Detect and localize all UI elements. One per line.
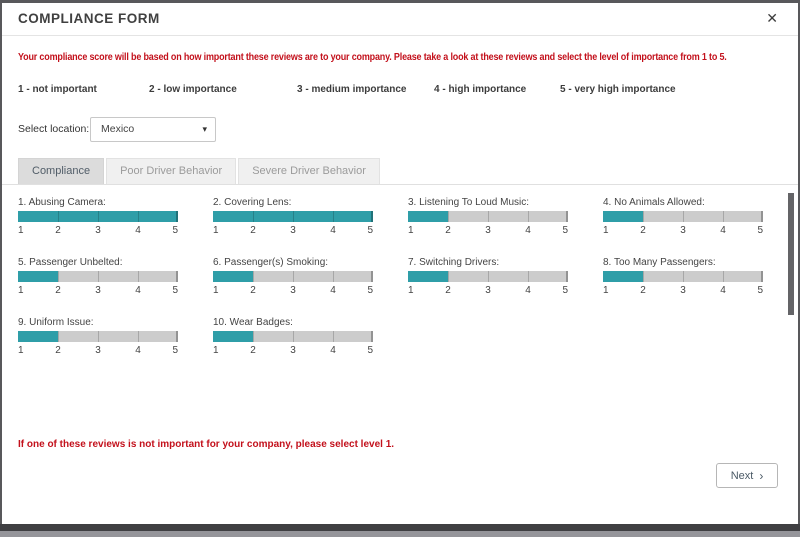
slider-fill (603, 271, 643, 282)
slider-label: 10. Wear Badges: (213, 317, 293, 328)
slider-tick (176, 211, 178, 222)
importance-slider[interactable] (603, 211, 763, 222)
slider-cell (213, 317, 373, 358)
slider-tick (58, 211, 59, 222)
slider-tick (253, 211, 254, 222)
instruction-text: Your compliance score will be based on how important these reviews are to your company. Please take a look at these reviews and select the level of importance from 1 to 5. (18, 52, 727, 63)
scale-number: 2 (55, 225, 61, 236)
legend-item: 5 - very high importance (560, 84, 676, 95)
slider-scale (213, 224, 373, 238)
scale-number: 1 (213, 225, 219, 236)
scale-number: 2 (445, 285, 451, 296)
scale-number: 1 (603, 285, 609, 296)
scale-number: 1 (18, 225, 24, 236)
slider-label: 7. Switching Drivers: (408, 257, 500, 268)
slider-tick (253, 271, 254, 282)
slider-tick (448, 211, 449, 222)
slider-tick (293, 271, 294, 282)
slider-tick (566, 211, 568, 222)
scale-number: 3 (95, 285, 101, 296)
slider-tick (528, 211, 529, 222)
legend-item: 1 - not important (18, 84, 97, 95)
scale-number: 3 (680, 285, 686, 296)
slider-tick (683, 211, 684, 222)
scale-number: 2 (55, 345, 61, 356)
scale-number: 2 (640, 225, 646, 236)
scale-number: 1 (18, 345, 24, 356)
slider-tick (333, 271, 334, 282)
slider-scale (603, 284, 763, 298)
slider-label: 2. Covering Lens: (213, 197, 292, 208)
slider-scale (213, 344, 373, 358)
slider-tick (761, 271, 763, 282)
slider-cell (213, 197, 373, 238)
slider-cell (18, 197, 178, 238)
tab-bar (18, 158, 380, 184)
scale-number: 5 (367, 285, 373, 296)
close-icon[interactable]: ✕ (766, 10, 778, 26)
slider-tick (138, 211, 139, 222)
slider-tick (333, 211, 334, 222)
slider-tick (371, 331, 373, 342)
scale-number: 5 (367, 225, 373, 236)
slider-tick (723, 211, 724, 222)
slider-label: 8. Too Many Passengers: (603, 257, 716, 268)
dialog-header (2, 3, 798, 36)
scale-number: 2 (250, 225, 256, 236)
slider-tick (488, 271, 489, 282)
slider-tick (371, 211, 373, 222)
slider-tick (293, 211, 294, 222)
tab-separator (2, 184, 798, 185)
slider-cell (408, 257, 568, 298)
scrollbar-thumb[interactable] (788, 193, 794, 315)
scale-number: 2 (250, 345, 256, 356)
scale-number: 4 (135, 225, 141, 236)
slider-scale (603, 224, 763, 238)
scale-number: 5 (172, 345, 178, 356)
slider-cell (603, 257, 763, 298)
select-location-label: Select location: (18, 123, 90, 135)
slider-label: 5. Passenger Unbelted: (18, 257, 123, 268)
scale-number: 3 (290, 345, 296, 356)
slider-tick (98, 211, 99, 222)
next-button-label: Next (730, 469, 754, 482)
importance-slider[interactable] (18, 271, 178, 282)
slider-tick (448, 271, 449, 282)
scale-number: 4 (135, 285, 141, 296)
slider-tick (723, 271, 724, 282)
scale-number: 4 (525, 225, 531, 236)
scale-number: 5 (367, 345, 373, 356)
scale-number: 2 (640, 285, 646, 296)
slider-tick (683, 271, 684, 282)
scale-number: 3 (290, 285, 296, 296)
slider-tick (643, 211, 644, 222)
slider-fill (213, 271, 253, 282)
slider-tick (566, 271, 568, 282)
slider-tick (761, 211, 763, 222)
scale-number: 2 (250, 285, 256, 296)
slider-tick (98, 271, 99, 282)
importance-legend (18, 84, 676, 95)
importance-slider[interactable] (213, 331, 373, 342)
tab-severe-driver-behavior[interactable]: Severe Driver Behavior (238, 158, 380, 184)
scale-number: 1 (213, 345, 219, 356)
slider-tick (528, 271, 529, 282)
scale-number: 4 (720, 285, 726, 296)
slider-cell (603, 197, 763, 238)
scale-number: 5 (172, 225, 178, 236)
location-dropdown[interactable] (90, 117, 216, 142)
slider-scale (408, 224, 568, 238)
slider-tick (176, 331, 178, 342)
slider-cell (213, 257, 373, 298)
slider-tick (488, 211, 489, 222)
scale-number: 3 (485, 285, 491, 296)
slider-fill (408, 271, 448, 282)
slider-tick (293, 331, 294, 342)
dialog-title: COMPLIANCE FORM (18, 11, 160, 26)
slider-tick (138, 331, 139, 342)
slider-cell (408, 197, 568, 238)
slider-tick (58, 271, 59, 282)
window-bottom-edge (0, 524, 800, 531)
scale-number: 4 (330, 225, 336, 236)
scale-number: 3 (485, 225, 491, 236)
scale-number: 3 (95, 345, 101, 356)
scale-number: 3 (95, 225, 101, 236)
tab-compliance[interactable]: Compliance (18, 158, 104, 184)
scale-number: 4 (330, 345, 336, 356)
footer-note: If one of these reviews is not important for your company, please select level 1. (18, 439, 395, 450)
slider-cell (18, 257, 178, 298)
tab-poor-driver-behavior[interactable]: Poor Driver Behavior (106, 158, 236, 184)
scale-number: 1 (408, 285, 414, 296)
scale-number: 4 (720, 225, 726, 236)
slider-scale (408, 284, 568, 298)
scale-number: 5 (172, 285, 178, 296)
scale-number: 5 (757, 225, 763, 236)
importance-slider[interactable] (213, 211, 373, 222)
slider-fill (18, 331, 58, 342)
legend-item: 4 - high importance (434, 84, 527, 95)
slider-scale (18, 344, 178, 358)
slider-scale (18, 224, 178, 238)
window-bottom-shadow (0, 531, 800, 537)
scale-number: 1 (18, 285, 24, 296)
slider-label: 6. Passenger(s) Smoking: (213, 257, 329, 268)
slider-scale (18, 284, 178, 298)
scale-number: 4 (525, 285, 531, 296)
scale-number: 5 (562, 225, 568, 236)
slider-label: 3. Listening To Loud Music: (408, 197, 530, 208)
scale-number: 2 (55, 285, 61, 296)
location-dropdown-value: Mexico (101, 123, 135, 135)
scale-number: 4 (135, 345, 141, 356)
scale-number: 5 (562, 285, 568, 296)
scale-number: 3 (680, 225, 686, 236)
slider-fill (213, 331, 253, 342)
slider-tick (333, 331, 334, 342)
slider-tick (371, 271, 373, 282)
importance-slider[interactable] (408, 211, 568, 222)
slider-tick (138, 271, 139, 282)
slider-fill (408, 211, 448, 222)
slider-scale (213, 284, 373, 298)
slider-fill (603, 211, 643, 222)
importance-slider[interactable] (18, 331, 178, 342)
location-row (18, 116, 216, 142)
next-button[interactable] (716, 463, 778, 488)
scale-number: 1 (408, 225, 414, 236)
importance-slider[interactable] (213, 271, 373, 282)
sliders-grid (18, 197, 763, 358)
chevron-right-icon: › (759, 468, 764, 483)
slider-tick (98, 331, 99, 342)
scale-number: 4 (330, 285, 336, 296)
scale-number: 2 (445, 225, 451, 236)
slider-fill (18, 271, 58, 282)
importance-slider[interactable] (408, 271, 568, 282)
legend-item: 2 - low importance (149, 84, 237, 95)
scale-number: 5 (757, 285, 763, 296)
scale-number: 1 (213, 285, 219, 296)
importance-slider[interactable] (603, 271, 763, 282)
importance-slider[interactable] (18, 211, 178, 222)
slider-label: 4. No Animals Allowed: (603, 197, 705, 208)
slider-label: 9. Uniform Issue: (18, 317, 94, 328)
legend-item: 3 - medium importance (297, 84, 407, 95)
scale-number: 3 (290, 225, 296, 236)
slider-label: 1. Abusing Camera: (18, 197, 106, 208)
scale-number: 1 (603, 225, 609, 236)
chevron-down-icon: ▾ (202, 123, 207, 134)
slider-tick (253, 331, 254, 342)
slider-tick (58, 331, 59, 342)
slider-tick (176, 271, 178, 282)
slider-tick (643, 271, 644, 282)
slider-cell (18, 317, 178, 358)
